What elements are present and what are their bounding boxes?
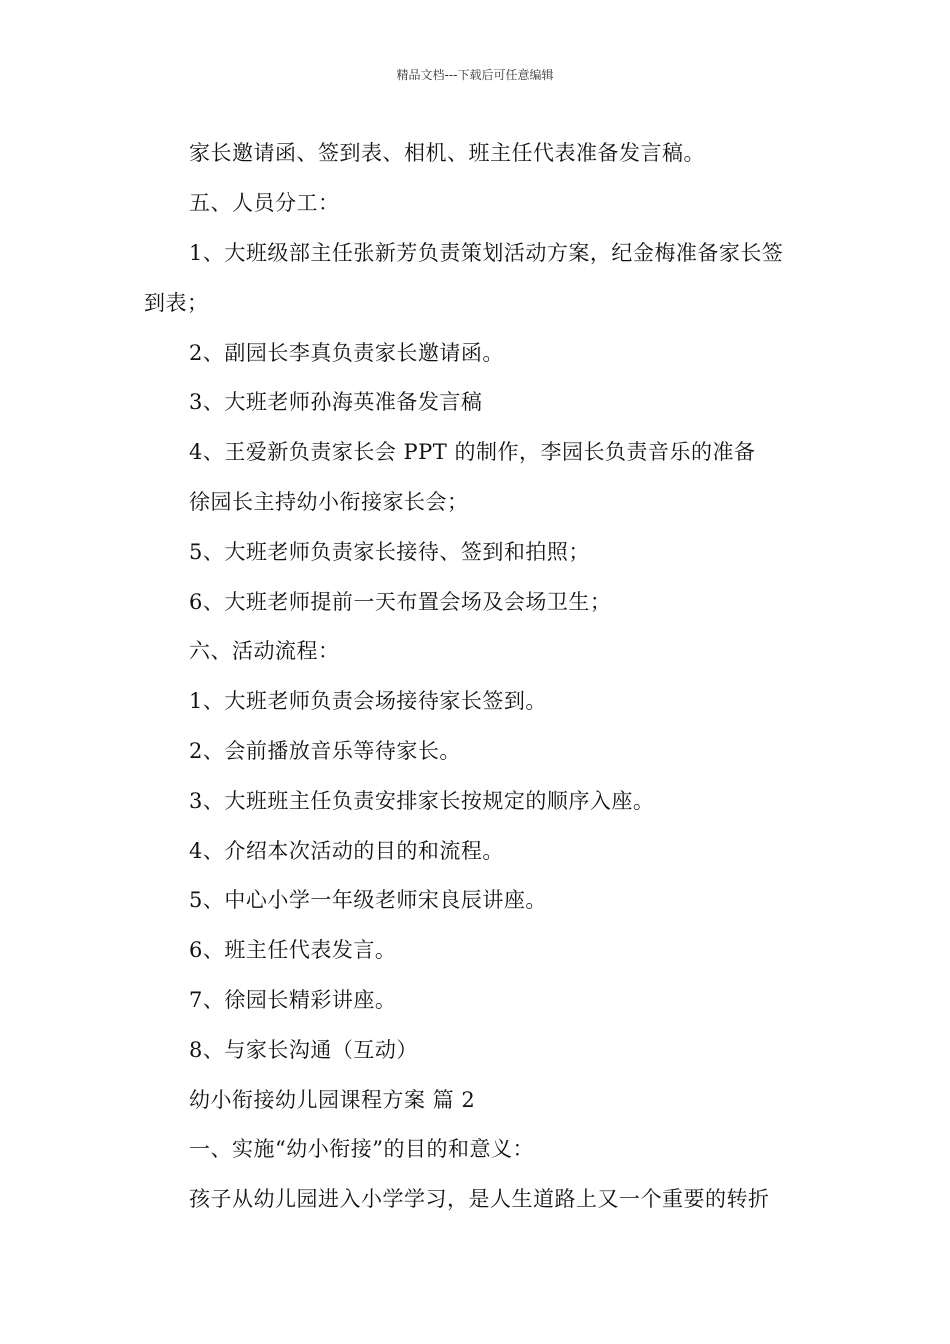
text-line: 5、大班老师负责家长接待、签到和拍照； [189, 540, 590, 564]
section-heading: 五、人员分工： [189, 191, 340, 215]
text-line: 2、副园长李真负责家长邀请函。 [189, 341, 504, 365]
section-heading: 六、活动流程： [189, 639, 340, 663]
text-line: 4、王爱新负责家长会 PPT 的制作，李园长负责音乐的准备 [189, 440, 756, 464]
text-line: 5、中心小学一年级老师宋良辰讲座。 [189, 888, 547, 912]
text-line: 7、徐园长精彩讲座。 [189, 988, 397, 1012]
text-line: 家长邀请函、签到表、相机、班主任代表准备发言稿。 [189, 141, 705, 165]
section-heading: 一、实施“幼小衔接”的目的和意义： [189, 1137, 534, 1161]
text-line: 1、大班级部主任张新芳负责策划活动方案，纪金梅准备家长签 [189, 241, 784, 265]
text-line: 6、班主任代表发言。 [189, 938, 397, 962]
text-line: 3、大班班主任负责安排家长按规定的顺序入座。 [189, 789, 655, 813]
text-line: 3、大班老师孙海英准备发言稿 [189, 390, 483, 414]
text-line: 2、会前播放音乐等待家长。 [189, 739, 461, 763]
section-title: 幼小衔接幼儿园课程方案 篇 2 [189, 1088, 476, 1112]
text-line: 6、大班老师提前一天布置会场及会场卫生； [189, 590, 612, 614]
text-line: 8、与家长沟通（互动） [189, 1038, 418, 1062]
text-line: 孩子从幼儿园进入小学学习，是人生道路上又一个重要的转折 [189, 1187, 770, 1211]
page-header: 精品文档---下载后可任意编辑 [396, 68, 554, 82]
text-line: 徐园长主持幼小衔接家长会； [189, 490, 469, 514]
text-line: 到表； [144, 291, 209, 315]
text-line: 1、大班老师负责会场接待家长签到。 [189, 689, 547, 713]
text-line: 4、介绍本次活动的目的和流程。 [189, 839, 504, 863]
